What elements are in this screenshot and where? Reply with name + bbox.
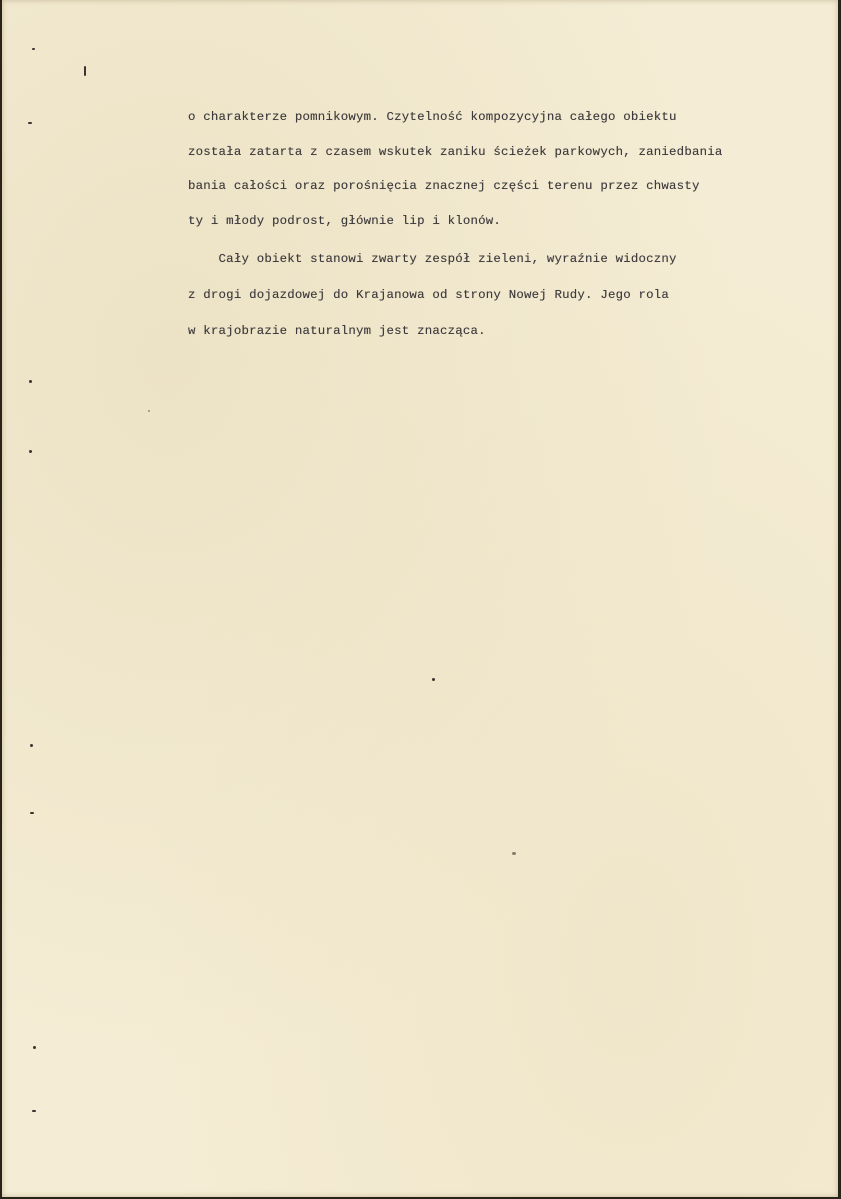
page-speck — [432, 678, 435, 681]
margin-speck — [32, 48, 35, 50]
margin-speck — [28, 122, 32, 124]
text-line: Cały obiekt stanowi zwarty zespół zieleni, wyraźnie widoczny — [188, 252, 677, 266]
text-line: z drogi dojazdowej do Krajanowa od strony Nowej Rudy. Jego rola — [188, 288, 670, 302]
margin-speck — [30, 812, 34, 814]
margin-speck — [29, 380, 32, 383]
page-speck — [148, 410, 150, 412]
page-speck — [512, 852, 516, 855]
text-line: ty i młody podrost, głównie lip i klonów. — [188, 214, 502, 228]
text-line: została zatarta z czasem wskutek zaniku ścieżek parkowych, zaniedbania — [188, 145, 723, 159]
margin-speck — [29, 450, 32, 453]
paper-sheet — [2, 0, 838, 1197]
text-line: w krajobrazie naturalnym jest znacząca. — [188, 324, 486, 338]
margin-speck — [33, 1046, 36, 1049]
margin-speck — [32, 1110, 36, 1112]
text-line: o charakterze pomnikowym. Czytelność kompozycyjna całego obiektu — [188, 110, 677, 124]
margin-tick — [84, 66, 86, 76]
margin-speck — [30, 744, 33, 747]
text-line: bania całości oraz porośnięcia znacznej części terenu przez chwasty — [188, 179, 700, 193]
